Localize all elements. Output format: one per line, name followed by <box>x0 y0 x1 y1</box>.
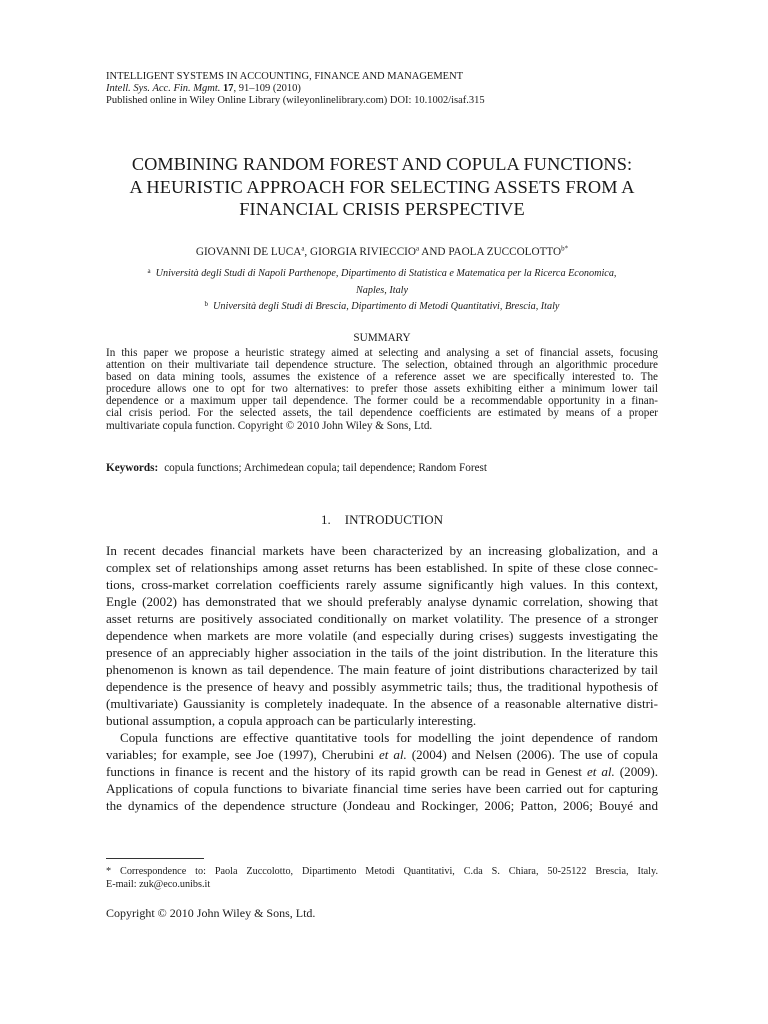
abstract-line: dependence or a maximum upper tail dependence. The former could be a recommendable opportunity in a finan- <box>106 395 658 408</box>
body-line: variables; for example, see Joe (1997), Cherubini et al. (2004) and Nelsen (2006). The use of copula <box>106 747 658 762</box>
body-line: presence of an appreciably higher association in the tails of the joint distribution. In the literature this <box>106 645 658 660</box>
body-text <box>106 542 658 814</box>
paper-page <box>106 0 658 1024</box>
journal-header <box>106 71 658 107</box>
affiliation-line: $^b$ Università degli Studi di Brescia, Dipartimento di Metodi Quantitativi, Brescia, Italy <box>204 300 560 312</box>
title-line: A HEURISTIC APPROACH FOR SELECTING ASSETS FROM A <box>129 176 635 197</box>
journal-published: Published online in Wiley Online Library (wileyonlinelibrary.com) DOI: 10.1002/isaf.315 <box>106 95 485 106</box>
body-line: dependence when markets are more volatile (and especially during crises) suggests investigating the <box>106 628 658 643</box>
copyright-footer: Copyright © 2010 John Wiley & Sons, Ltd. <box>106 906 316 920</box>
author-separator: AND <box>419 246 449 258</box>
keywords-text: copula functions; Archimedean copula; tail dependence; Random Forest <box>164 462 487 474</box>
summary-heading: SUMMARY <box>353 332 411 344</box>
body-line: phenomenon is known as tail dependence. The main feature of joint distributions characterized by tail <box>106 662 658 677</box>
body-line: (multivariate) Gaussianity is completely inadequate. In the absence of a reasonable alternative distri- <box>106 696 658 711</box>
footnote-rule <box>106 858 204 859</box>
body-line: the dynamics of the dependence structure (Jondeau and Rockinger, 2006; Patton, 2006; Bouyé and <box>106 798 658 813</box>
body-line: butional assumption, a copula approach can be particularly interesting. <box>106 713 477 728</box>
author-list <box>106 246 658 258</box>
footnote-line: * Correspondence to: Paola Zuccolotto, Dipartimento Metodi Quantitativi, C.da S. Chiara, 50-25122 Brescia, Italy. <box>106 866 658 877</box>
body-line: dependence is the presence of heavy and possibly asymmetric tails; thus, the traditional hypothesis of <box>106 679 658 694</box>
body-line: functions in finance is recent and the history of its rapid growth can be read in Genest et al. (2009). <box>106 764 658 779</box>
abstract-line: based on data mining tools, assumes the existence of a reference asset we are specifically interested to. The <box>106 371 658 384</box>
author-affil-mark: b* <box>561 244 569 253</box>
section-heading <box>106 512 658 528</box>
body-line: Engle (2002) has demonstrated that we should preferably analyse dynamic correlation, showing that <box>106 594 658 609</box>
abstract-line: multivariate copula function. Copyright © 2010 John Wiley & Sons, Ltd. <box>106 419 433 432</box>
body-line: asset returns are positively associated conditionally on market volatility. The presence of a stronger <box>106 611 658 626</box>
abstract-line: cial crisis period. For the selected assets, the tail dependence coefficients are estimated by means of a proper <box>106 407 658 420</box>
body-line: Applications of copula functions to bivariate financial time series have been carried out for capturing <box>106 781 658 796</box>
title-line: COMBINING RANDOM FOREST AND COPULA FUNCTIONS: <box>131 154 633 174</box>
journal-pages-year: , 91–109 (2010) <box>233 83 301 94</box>
affiliation-a <box>106 263 658 299</box>
author-affil-mark: a <box>301 244 305 253</box>
affiliation-mark: b <box>204 300 209 308</box>
title-line: FINANCIAL CRISIS PERSPECTIVE <box>239 199 525 219</box>
abstract-line: In this paper we propose a heuristic strategy aimed at selecting and analysing a set of financial assets, focusing <box>106 347 658 359</box>
section-number: 1. <box>321 512 331 527</box>
footnote-line: E-mail: zuk@eco.unibs.it <box>106 878 211 890</box>
author-affil-mark: a <box>415 244 420 253</box>
affiliation-line: Naples, Italy <box>355 285 409 296</box>
journal-volume: 17 <box>223 83 234 94</box>
journal-abbrev: Intell. Sys. Acc. Fin. Mgmt. <box>106 83 221 94</box>
footnote <box>106 866 658 891</box>
author-separator: , <box>304 246 311 258</box>
journal-name: INTELLIGENT SYSTEMS IN ACCOUNTING, FINANCE AND MANAGEMENT <box>106 71 464 82</box>
paper-title <box>106 153 658 221</box>
abstract-line: attention on their multivariate tail dependence structure. The selection, obtained through an algorithmic procedure <box>106 359 658 372</box>
author-name: GIOVANNI DE LUCA <box>195 246 302 258</box>
corresponding-author-mark: * <box>564 244 569 253</box>
et-al: et al. <box>379 747 407 762</box>
keywords <box>106 462 658 474</box>
body-line: Copula functions are effective quantitative tools for modelling the joint dependence of random <box>120 730 658 745</box>
author-name: PAOLA ZUCCOLOTTO <box>448 246 562 258</box>
section-title: INTRODUCTION <box>344 512 443 527</box>
abstract-line: procedure allows one to opt for two alternatives: to prefer those assets exhibiting either a minimum lower tail <box>106 383 658 396</box>
abstract <box>106 347 658 432</box>
affiliation-b <box>106 296 658 315</box>
keywords-label: Keywords: <box>106 462 159 474</box>
et-al: et al. <box>586 764 615 779</box>
author-name: GIORGIA RIVIECCIO <box>310 246 416 258</box>
body-line: In recent decades financial markets have been characterized by an increasing globalization, and a <box>106 543 658 558</box>
body-line: complex set of relationships among asset returns has been established. In spite of these close connec- <box>106 560 658 575</box>
affiliation-mark: a <box>147 267 151 275</box>
journal-citation <box>106 83 658 95</box>
body-line: tions, cross-market correlation coefficients rarely assume significantly high values. In this context, <box>106 577 658 592</box>
affiliation-line: $^a$ Università degli Studi di Napoli Parthenope, Dipartimento di Statistica e Matematica per la Ricerca Economica, <box>147 267 617 279</box>
